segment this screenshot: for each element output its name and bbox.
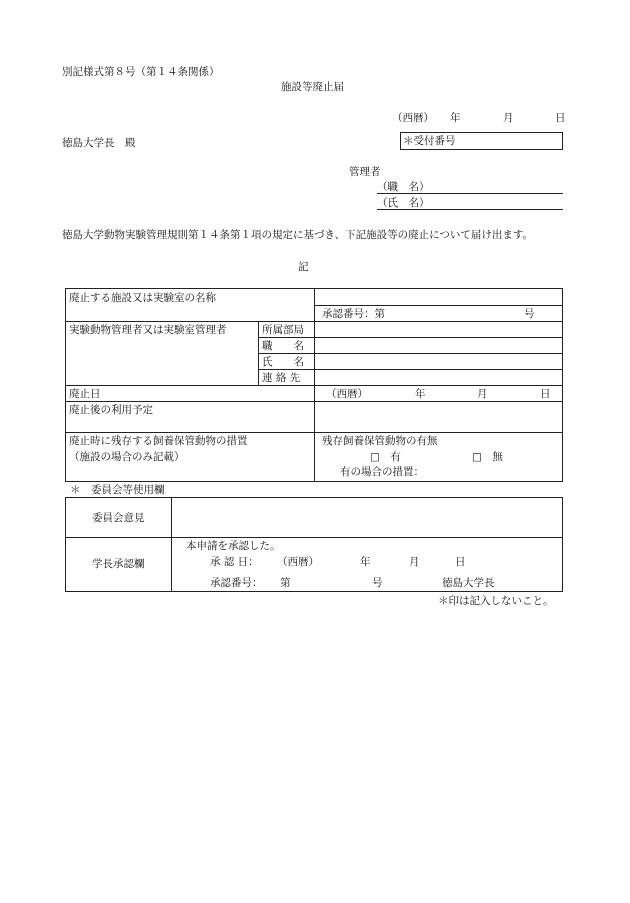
form-reference: 別記様式第８号（第１４条関係） (62, 66, 220, 78)
approval-date-day: 日 (455, 556, 466, 568)
date-era: （西暦） (392, 112, 434, 124)
approval-date-era: （西暦） (277, 556, 319, 568)
abolition-date-day: 日 (540, 388, 551, 400)
document-title: 施設等廃止届 (281, 81, 344, 93)
remaining-animals-note: （施設の場合のみ記載） (69, 451, 185, 463)
committee-section-label: ＊ 委員会等使用欄 (70, 484, 165, 496)
manager-name-underline (377, 209, 563, 210)
committee-opinion-label: 委員会意見 (92, 512, 145, 524)
date-year: 年 (450, 112, 461, 124)
committee-approval-number-prefix: 第 (280, 577, 291, 589)
name-label: 氏 名 (262, 356, 304, 368)
approval-date-label: 承 認 日： (210, 556, 259, 568)
remaining-animals-label: 廃止時に残存する飼養保管動物の措置 (69, 435, 248, 447)
receipt-number-label: ＊受付番号 (403, 135, 456, 147)
remaining-animals-question: 残存飼養保管動物の有無 (322, 435, 438, 447)
receipt-number-box (400, 132, 563, 150)
addressee: 徳島大学長 殿 (62, 137, 136, 149)
abolition-date-month: 月 (477, 388, 488, 400)
facility-name-label: 廃止する施設又は実験室の名称 (69, 292, 216, 304)
ki-mark: 記 (298, 261, 309, 273)
manager-job-title: （職 名） (377, 181, 430, 193)
option-no-checkbox[interactable]: □ 無 (472, 451, 503, 463)
date-month: 月 (503, 112, 514, 124)
contact-label: 連 絡 先 (262, 372, 301, 384)
president-approval-label: 学長承認欄 (92, 558, 145, 570)
manager-job-underline (377, 193, 563, 194)
measures-label: 有の場合の措置： (340, 466, 424, 478)
approval-number-suffix: 号 (524, 308, 535, 320)
post-use-plan-label: 廃止後の利用予定 (69, 404, 153, 416)
footnote: ＊印は記入しないこと。 (438, 595, 554, 607)
department-label: 所属部局 (262, 324, 304, 336)
abolition-date-era: （西暦） (326, 388, 368, 400)
committee-approval-number-label: 承認番号： (210, 577, 263, 589)
job-label: 職 名 (262, 340, 304, 352)
abolition-date-label: 廃止日 (69, 388, 101, 400)
approval-date-year: 年 (360, 556, 371, 568)
abolition-date-year: 年 (415, 388, 426, 400)
approved-text: 本申請を承認した。 (186, 540, 281, 552)
approval-date-month: 月 (409, 556, 420, 568)
manager-name: （氏 名） (377, 197, 430, 209)
date-day: 日 (555, 112, 566, 124)
option-yes-checkbox[interactable]: □ 有 (370, 451, 401, 463)
statement-text: 徳島大学動物実験管理規則第１４条第１項の規定に基づき、下記施設等の廃止について届け出ます。 (62, 229, 534, 241)
committee-approval-number-suffix: 号 (372, 577, 383, 589)
manager-info-label: 実験動物管理者又は実験室管理者 (69, 324, 227, 336)
manager-label: 管理者 (349, 166, 381, 178)
president-signature: 徳島大学長 (442, 577, 495, 589)
approval-number-label: 承認番号：第 (322, 308, 385, 320)
